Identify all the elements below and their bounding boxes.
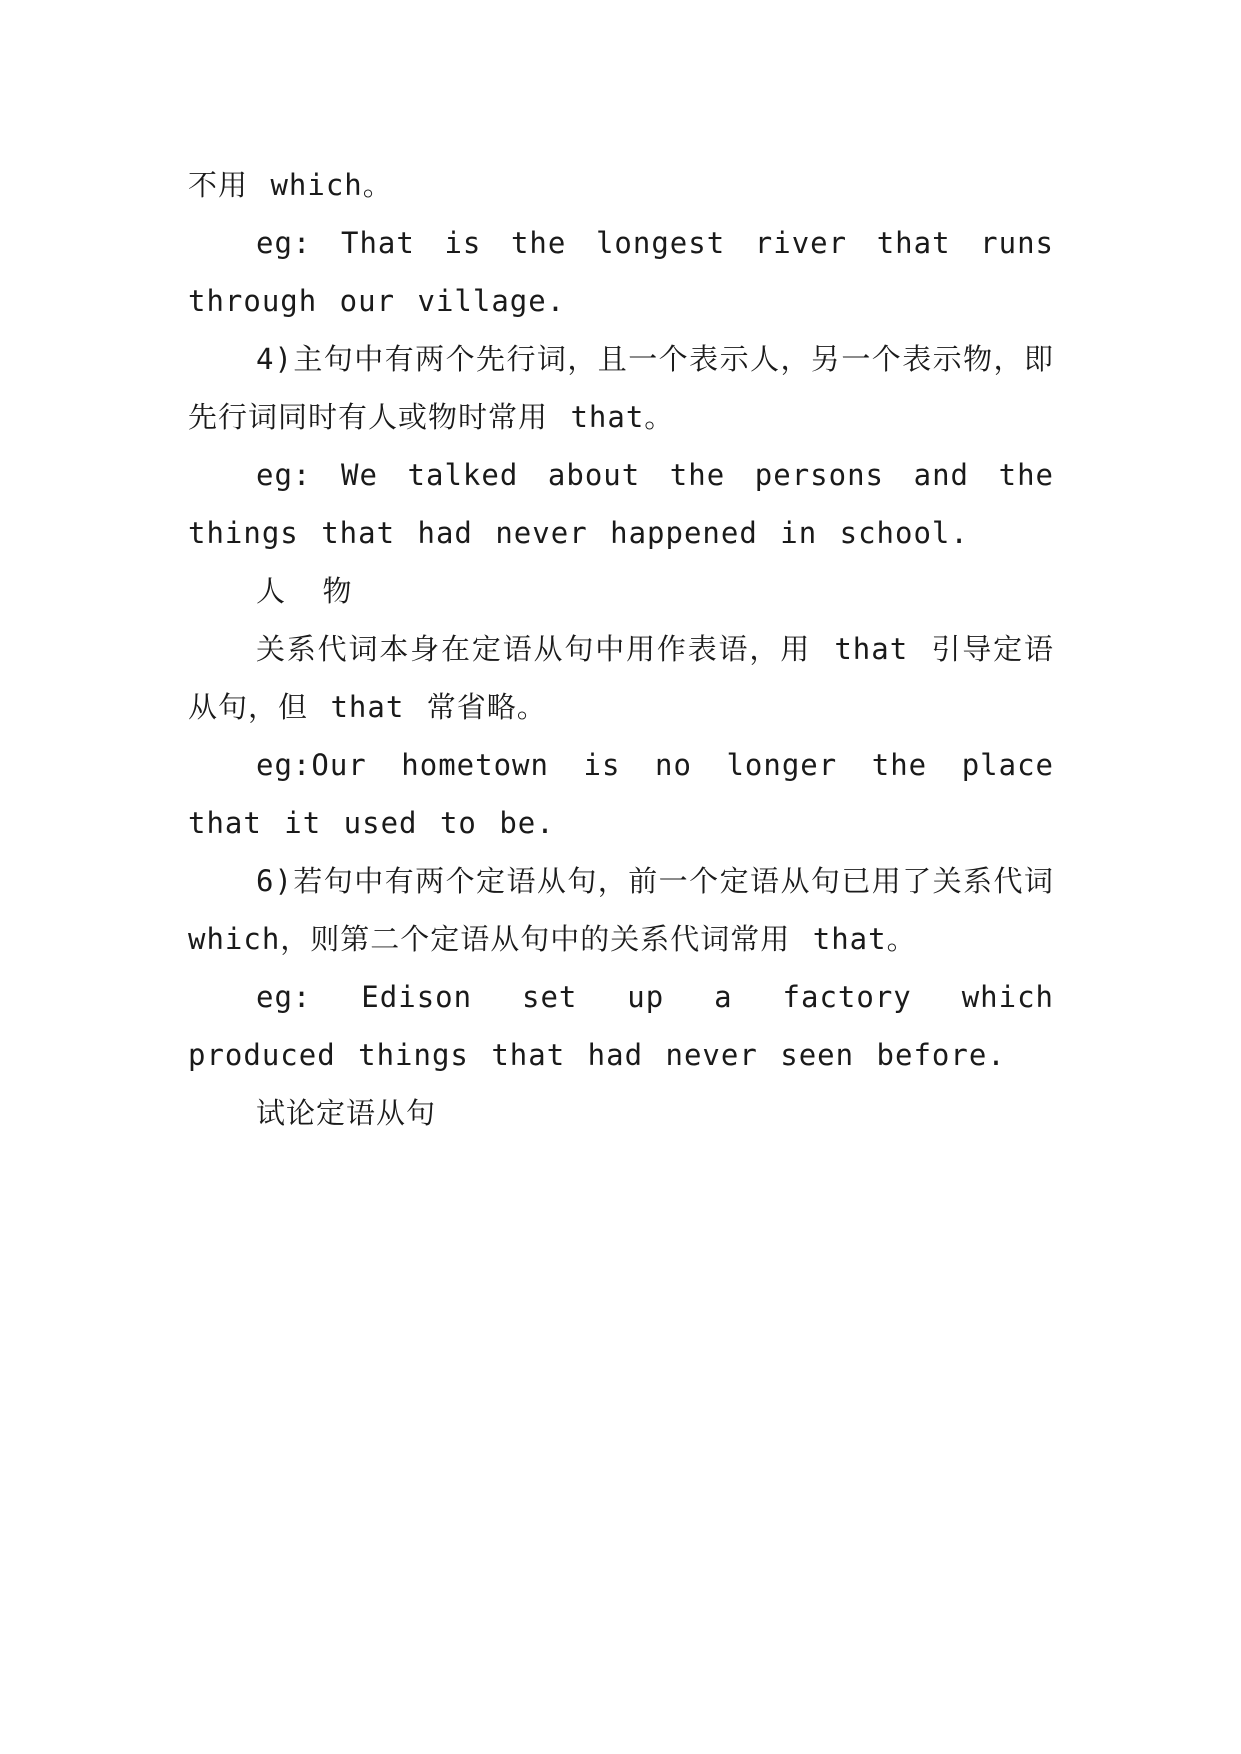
example-sentence: eg: Edison set up a factory which produced things that had never seen before. [188,980,1054,1072]
document-body [188,156,1054,1142]
rule-paragraph: 4)主句中有两个先行词，且一个表示人，另一个表示物，即先行词同时有人或物时常用 that。 [188,342,1054,434]
example-sentence: eg: We talked about the persons and the things that had never happened in school. [188,458,1054,550]
example-sentence: eg:Our hometown is no longer the place that it used to be. [188,748,1054,840]
label-line: 人 物 [256,574,353,608]
rule-paragraph: 6)若句中有两个定语从句，前一个定语从句已用了关系代词 which，则第二个定语从句中的关系代词常用 that。 [188,864,1054,956]
rule-paragraph: 关系代词本身在定语从句中用作表语，用 that 引导定语从句，但 that 常省略。 [188,632,1054,724]
paragraph-continuation: 不用 which。 [188,168,393,202]
section-heading: 试论定语从句 [256,1096,437,1130]
example-sentence: eg: That is the longest river that runs through our village. [188,226,1054,318]
